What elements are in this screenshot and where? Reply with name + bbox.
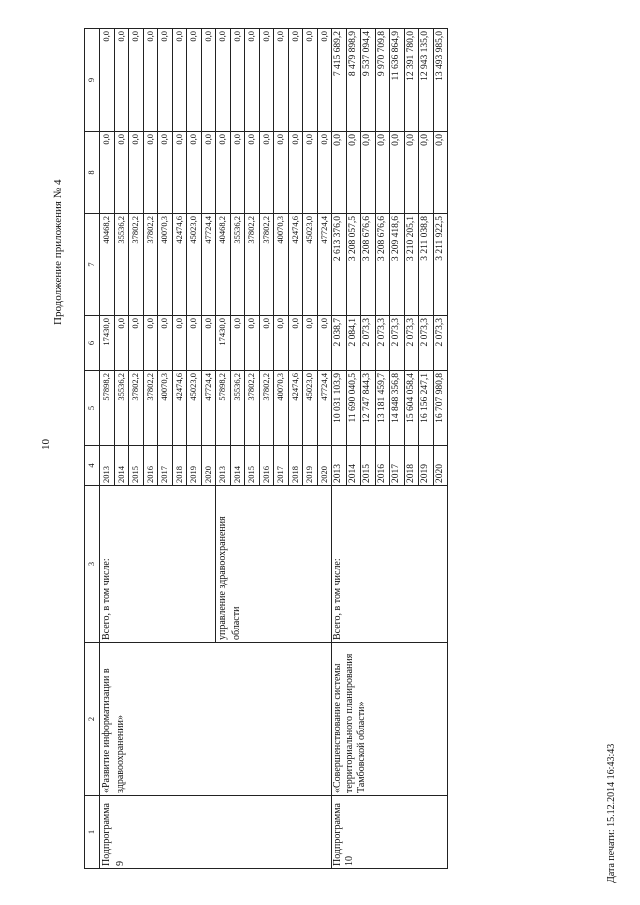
table-row [332, 29, 347, 869]
value-cell: 0,0 [288, 29, 303, 132]
value-cell: 35536,2 [114, 371, 129, 446]
value-cell: 7 415 689,2 [332, 29, 347, 132]
year-cell: 2015 [245, 446, 260, 486]
value-cell: 42474,6 [288, 371, 303, 446]
year-cell: 2015 [361, 446, 376, 486]
value-cell: 2 073,3 [361, 316, 376, 371]
value-cell: 0,0 [317, 29, 332, 132]
value-cell: 0,0 [114, 29, 129, 132]
print-date: Дата печати: 15.12.2014 16:43:43 [606, 743, 617, 883]
year-cell: 2019 [303, 446, 318, 486]
value-cell: 17430,0 [216, 316, 231, 371]
value-cell: 0,0 [245, 316, 260, 371]
value-cell: 17430,0 [100, 316, 115, 371]
value-cell: 0,0 [317, 316, 332, 371]
value-cell: 35536,2 [114, 214, 129, 316]
total-label: Всего, в том числе: [100, 486, 216, 643]
value-cell: 40070,3 [158, 214, 173, 316]
value-cell: 37802,2 [129, 214, 144, 316]
value-cell: 47724,4 [201, 214, 216, 316]
value-cell: 0,0 [187, 132, 202, 214]
value-cell: 37802,2 [259, 214, 274, 316]
value-cell: 37802,2 [143, 214, 158, 316]
program-name: «Развитие информатизации в здравоохранении» [100, 643, 332, 796]
value-cell: 0,0 [201, 29, 216, 132]
executor-label: управление здравоохранения области [216, 486, 332, 643]
year-cell: 2013 [216, 446, 231, 486]
value-cell: 0,0 [158, 316, 173, 371]
col-header: 7 [85, 214, 100, 316]
year-cell: 2019 [419, 446, 434, 486]
value-cell: 37802,2 [259, 371, 274, 446]
value-cell: 0,0 [259, 132, 274, 214]
value-cell: 40070,3 [274, 214, 289, 316]
col-header: 5 [85, 371, 100, 446]
value-cell: 2 073,3 [419, 316, 434, 371]
appendix-header: Продолжение приложения № 4 [52, 179, 64, 325]
value-cell: 0,0 [129, 132, 144, 214]
value-cell: 0,0 [129, 29, 144, 132]
value-cell: 3 211 038,8 [419, 214, 434, 316]
year-cell: 2013 [332, 446, 347, 486]
col-header: 6 [85, 316, 100, 371]
value-cell: 42474,6 [172, 371, 187, 446]
value-cell: 0,0 [114, 316, 129, 371]
value-cell: 0,0 [230, 316, 245, 371]
year-cell: 2017 [274, 446, 289, 486]
value-cell: 0,0 [404, 132, 419, 214]
col-header: 2 [85, 643, 100, 796]
value-cell: 0,0 [100, 132, 115, 214]
value-cell: 0,0 [143, 132, 158, 214]
value-cell: 0,0 [187, 29, 202, 132]
value-cell: 2 084,1 [346, 316, 361, 371]
value-cell: 3 208 057,5 [346, 214, 361, 316]
table-row [100, 29, 115, 869]
value-cell: 16 156 247,1 [419, 371, 434, 446]
year-cell: 2016 [259, 446, 274, 486]
value-cell: 0,0 [201, 316, 216, 371]
year-cell: 2014 [346, 446, 361, 486]
value-cell: 47724,4 [201, 371, 216, 446]
column-number-row [85, 29, 100, 869]
value-cell: 0,0 [274, 316, 289, 371]
year-cell: 2018 [404, 446, 419, 486]
value-cell: 0,0 [158, 29, 173, 132]
col-header: 9 [85, 29, 100, 132]
value-cell: 2 073,3 [390, 316, 405, 371]
value-cell: 0,0 [274, 132, 289, 214]
year-cell: 2017 [390, 446, 405, 486]
value-cell: 0,0 [259, 316, 274, 371]
value-cell: 9 537 094,4 [361, 29, 376, 132]
year-cell: 2018 [172, 446, 187, 486]
value-cell: 47724,4 [317, 214, 332, 316]
value-cell: 0,0 [375, 132, 390, 214]
year-cell: 2017 [158, 446, 173, 486]
value-cell: 10 031 103,9 [332, 371, 347, 446]
value-cell: 2 073,3 [375, 316, 390, 371]
value-cell: 0,0 [216, 29, 231, 132]
value-cell: 2 613 376,0 [332, 214, 347, 316]
year-cell: 2015 [129, 446, 144, 486]
value-cell: 35536,2 [230, 214, 245, 316]
value-cell: 37802,2 [245, 214, 260, 316]
value-cell: 15 604 058,4 [404, 371, 419, 446]
value-cell: 11 636 864,9 [390, 29, 405, 132]
value-cell: 40070,3 [274, 371, 289, 446]
year-cell: 2014 [230, 446, 245, 486]
value-cell: 0,0 [172, 29, 187, 132]
value-cell: 47724,4 [317, 371, 332, 446]
program-code: Подпрограмма 9 [100, 796, 332, 869]
value-cell: 0,0 [332, 132, 347, 214]
value-cell: 0,0 [172, 316, 187, 371]
value-cell: 40070,3 [158, 371, 173, 446]
budget-table [84, 28, 448, 869]
value-cell: 0,0 [433, 132, 448, 214]
value-cell: 12 943 135,0 [419, 29, 434, 132]
value-cell: 0,0 [201, 132, 216, 214]
value-cell: 3 208 676,6 [375, 214, 390, 316]
value-cell: 2 038,7 [332, 316, 347, 371]
year-cell: 2019 [187, 446, 202, 486]
year-cell: 2014 [114, 446, 129, 486]
value-cell: 0,0 [303, 132, 318, 214]
value-cell: 0,0 [303, 316, 318, 371]
year-cell: 2016 [375, 446, 390, 486]
value-cell: 0,0 [100, 29, 115, 132]
col-header: 8 [85, 132, 100, 214]
value-cell: 3 208 676,6 [361, 214, 376, 316]
value-cell: 0,0 [216, 132, 231, 214]
year-cell: 2020 [201, 446, 216, 486]
value-cell: 45023,0 [303, 371, 318, 446]
value-cell: 35536,2 [230, 371, 245, 446]
value-cell: 0,0 [303, 29, 318, 132]
subprogram-10-rows [332, 29, 448, 869]
value-cell: 0,0 [114, 132, 129, 214]
value-cell: 3 209 418,6 [390, 214, 405, 316]
col-header: 3 [85, 486, 100, 643]
value-cell: 57898,2 [100, 371, 115, 446]
value-cell: 0,0 [274, 29, 289, 132]
value-cell: 0,0 [129, 316, 144, 371]
value-cell: 0,0 [390, 132, 405, 214]
program-name: «Совершенствование системы территориального планирования Тамбовской области» [332, 643, 448, 796]
col-header: 4 [85, 446, 100, 486]
total-label: Всего, в том числе: [332, 486, 448, 643]
value-cell: 12 391 780,0 [404, 29, 419, 132]
value-cell: 11 690 040,5 [346, 371, 361, 446]
value-cell: 0,0 [143, 316, 158, 371]
value-cell: 0,0 [346, 132, 361, 214]
value-cell: 12 747 844,3 [361, 371, 376, 446]
value-cell: 45023,0 [187, 371, 202, 446]
value-cell: 13 493 985,0 [433, 29, 448, 132]
value-cell: 37802,2 [143, 371, 158, 446]
col-header: 1 [85, 796, 100, 869]
value-cell: 0,0 [245, 132, 260, 214]
subprogram-9-rows [100, 29, 332, 869]
value-cell: 45023,0 [187, 214, 202, 316]
value-cell: 16 707 980,8 [433, 371, 448, 446]
value-cell: 0,0 [317, 132, 332, 214]
value-cell: 0,0 [187, 316, 202, 371]
value-cell: 0,0 [143, 29, 158, 132]
value-cell: 0,0 [288, 316, 303, 371]
year-cell: 2020 [317, 446, 332, 486]
value-cell: 40468,2 [100, 214, 115, 316]
value-cell: 0,0 [158, 132, 173, 214]
value-cell: 2 073,3 [433, 316, 448, 371]
year-cell: 2018 [288, 446, 303, 486]
value-cell: 37802,2 [245, 371, 260, 446]
value-cell: 14 848 356,8 [390, 371, 405, 446]
year-cell: 2016 [143, 446, 158, 486]
page-number: 10 [40, 439, 52, 450]
value-cell: 57898,2 [216, 371, 231, 446]
value-cell: 0,0 [288, 132, 303, 214]
value-cell: 3 210 205,1 [404, 214, 419, 316]
year-cell: 2020 [433, 446, 448, 486]
value-cell: 8 479 898,9 [346, 29, 361, 132]
value-cell: 0,0 [419, 132, 434, 214]
program-code: Подпрограмма 10 [332, 796, 448, 869]
year-cell: 2013 [100, 446, 115, 486]
value-cell: 0,0 [230, 132, 245, 214]
value-cell: 0,0 [245, 29, 260, 132]
value-cell: 40468,2 [216, 214, 231, 316]
value-cell: 3 211 922,5 [433, 214, 448, 316]
value-cell: 0,0 [172, 132, 187, 214]
value-cell: 9 970 709,8 [375, 29, 390, 132]
value-cell: 37802,2 [129, 371, 144, 446]
value-cell: 13 181 459,7 [375, 371, 390, 446]
value-cell: 0,0 [259, 29, 274, 132]
value-cell: 42474,6 [288, 214, 303, 316]
value-cell: 2 073,3 [404, 316, 419, 371]
value-cell: 0,0 [230, 29, 245, 132]
value-cell: 45023,0 [303, 214, 318, 316]
value-cell: 0,0 [361, 132, 376, 214]
value-cell: 42474,6 [172, 214, 187, 316]
